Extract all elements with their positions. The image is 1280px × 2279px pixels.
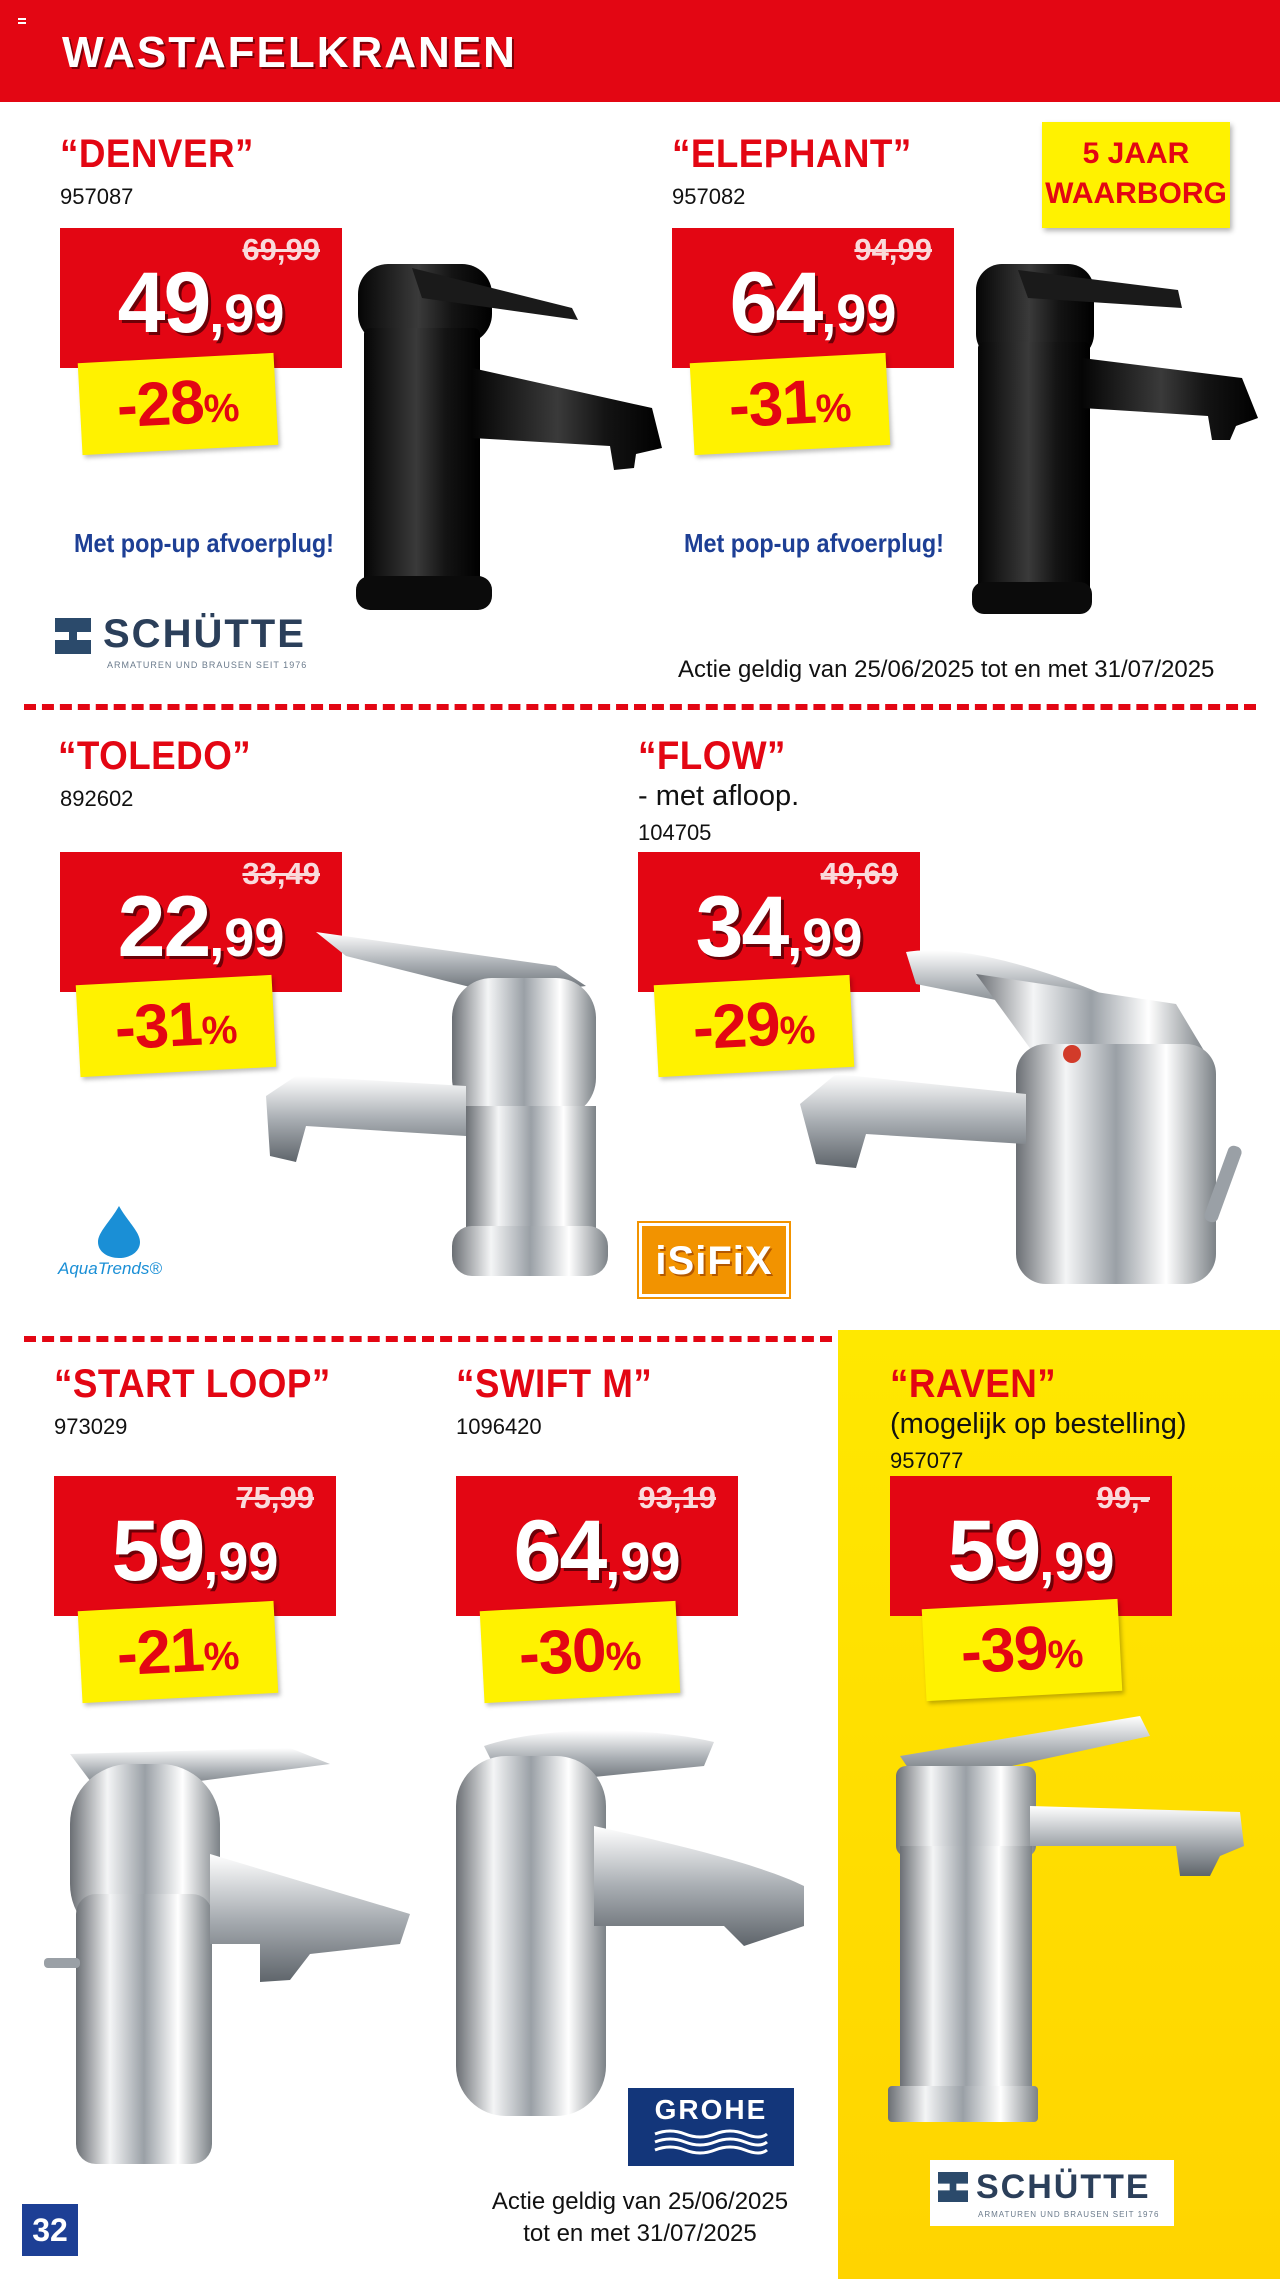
discount-badge-elephant: -31% [690, 353, 891, 455]
schutte-mark-icon [55, 618, 91, 654]
validity-line-2: tot en met 31/07/2025 [523, 2220, 757, 2247]
price-box-elephant [672, 228, 954, 368]
header-banner [0, 0, 1280, 102]
faucet-image-toledo[interactable] [256, 926, 618, 1292]
product-name-toledo: “TOLEDO” [58, 734, 252, 778]
new-price: 34,99 [695, 879, 863, 975]
sku-denver: 957087 [60, 184, 134, 209]
new-price: 22,99 [117, 879, 285, 975]
discount-badge-raven: -39% [922, 1599, 1123, 1701]
faucet-image-start-loop[interactable] [40, 1734, 420, 2174]
schutte-logo-bottom [930, 2160, 1174, 2226]
validity-note-top: Actie geldig van 25/06/2025 tot en met 31/07/2025 [678, 656, 1215, 683]
product-name-start-loop: “START LOOP” [54, 1362, 331, 1406]
warranty-line-2: WAARBORG [1045, 177, 1227, 210]
price-box-denver [60, 228, 342, 368]
new-price: 64,99 [513, 1503, 681, 1599]
old-price: 94,99 [854, 232, 932, 267]
schutte-tagline: ARMATUREN UND BRAUSEN SEIT 1976 [107, 660, 308, 670]
schutte-mark-icon [938, 2172, 968, 2202]
price-box-swift-m [456, 1476, 738, 1616]
old-price: 75,99 [236, 1480, 314, 1515]
product-name-flow: “FLOW” [638, 734, 786, 778]
product-name-denver: “DENVER” [60, 132, 254, 176]
page-title: WASTAFELKRANEN [62, 28, 517, 77]
discount-badge-denver: -28% [78, 353, 279, 455]
discount-badge-start-loop: -21% [78, 1601, 279, 1703]
new-price: 59,99 [947, 1503, 1115, 1599]
old-price: 93,19 [638, 1480, 716, 1515]
product-name-elephant: “ELEPHANT” [672, 132, 912, 176]
schutte-name: SCHÜTTE [103, 612, 306, 656]
section-divider-1 [24, 704, 1256, 710]
warranty-line-1: 5 JAAR [1082, 137, 1190, 170]
grohe-name: GROHE [654, 2094, 768, 2125]
price-box-start-loop [54, 1476, 336, 1616]
feature-note-denver: Met pop-up afvoerplug! [74, 528, 334, 558]
sku-flow: 104705 [638, 820, 712, 845]
old-price: 69,99 [242, 232, 320, 267]
grohe-waves-icon [651, 2126, 771, 2156]
isifix-logo: iSiFiX [639, 1223, 789, 1297]
faucet-image-denver[interactable] [352, 258, 670, 614]
aquatrends-logo [58, 1204, 178, 1294]
product-name-raven: “RAVEN” [890, 1362, 1057, 1406]
warranty-badge [1042, 122, 1230, 228]
faucet-image-raven[interactable] [880, 1716, 1250, 2128]
page-number: 32 [22, 2204, 78, 2256]
old-price: 49,69 [820, 856, 898, 891]
sku-raven: 957077 [890, 1448, 964, 1473]
schutte-logo-top [55, 612, 335, 672]
schutte-tagline: ARMATUREN UND BRAUSEN SEIT 1976 [978, 2210, 1160, 2219]
sku-elephant: 957082 [672, 184, 746, 209]
faucet-image-flow[interactable] [796, 944, 1256, 1296]
discount-badge-swift-m: -30% [480, 1601, 681, 1703]
new-price: 59,99 [111, 1503, 279, 1599]
feature-note-elephant: Met pop-up afvoerplug! [684, 528, 944, 558]
old-price: 99,- [1096, 1480, 1150, 1515]
old-price: 33,49 [242, 856, 320, 891]
water-drop-icon [92, 1204, 146, 1258]
discount-badge-toledo: -31% [76, 975, 277, 1077]
section-divider-2 [24, 1336, 832, 1342]
validity-line-1: Actie geldig van 25/06/2025 [491, 2188, 789, 2215]
discount-badge-flow: -29% [654, 975, 855, 1077]
faucet-image-swift-m[interactable] [444, 1726, 820, 2130]
price-box-raven [890, 1476, 1172, 1616]
product-name-swift-m: “SWIFT M” [456, 1362, 653, 1406]
product-note-raven: (mogelijk op bestelling) [890, 1408, 1187, 1440]
grohe-logo [628, 2088, 794, 2166]
sku-start-loop: 973029 [54, 1414, 128, 1439]
menu-icon[interactable] [18, 18, 26, 24]
sku-toledo: 892602 [60, 786, 134, 811]
product-note-flow: - met afloop. [638, 780, 800, 812]
new-price: 64,99 [729, 255, 897, 351]
aquatrends-name: AquaTrends® [58, 1259, 162, 1278]
schutte-name: SCHÜTTE [976, 2168, 1151, 2206]
new-price: 49,99 [117, 255, 285, 351]
faucet-image-elephant[interactable] [968, 258, 1260, 620]
sku-swift-m: 1096420 [456, 1414, 542, 1439]
validity-note-bottom [470, 2186, 810, 2250]
